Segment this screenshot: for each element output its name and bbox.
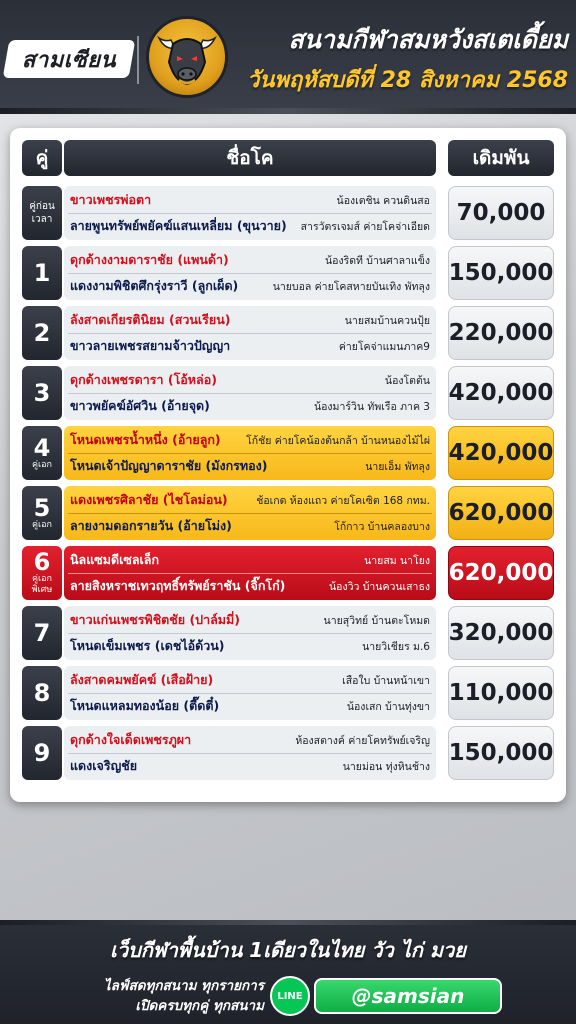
line-icon-label: LINE [277,990,303,1002]
bull-head-icon [146,16,228,98]
match-table [10,128,566,802]
names-cell [64,666,436,720]
owner-name-2: น้องวิว บ้านควนเสาธง [328,580,430,593]
owner-name-2: น้องเสก บ้านทุ่งขา [346,700,430,713]
table-row [10,366,566,420]
brand-separator [137,36,139,84]
contender-1 [64,187,436,213]
owner-name-2: สารวัตรเจมส์ ค่ายโคจ่าเอียด [300,220,430,233]
bull-name-2: โหนดเจ้าปัญญาดาราชัย (มังกรทอง) [70,458,268,473]
names-cell [64,306,436,360]
bull-name-1: โหนดเพชรน้ำหนึ่ง (อ้ายลูก) [70,432,221,447]
pair-number: 8 [33,679,51,707]
contender-2 [64,513,436,539]
owner-name-1: โก้ชัย ค่ายโคน้องต้นกล้า บ้านหนองไม้ไผ่ [246,434,430,447]
pair-sub-label: คู่เอกพิเศษ [31,574,53,595]
contender-1 [64,367,436,393]
table-row [10,186,566,240]
contender-2 [64,213,436,239]
contender-1 [64,607,436,633]
stake-amount: 420,000 [448,426,554,480]
names-cell [64,606,436,660]
stake-amount: 320,000 [448,606,554,660]
table-row [10,606,566,660]
names-cell [64,546,436,600]
pair-number: 6 [33,548,51,576]
pair-cell [22,186,62,240]
pair-cell [22,426,62,480]
pair-sub-label: คู่เอก [32,459,52,470]
owner-name-1: ห้องสตางค์ ค่ายโคทรัพย์เจริญ [295,734,430,747]
stake-amount: 420,000 [448,366,554,420]
pair-number: 4 [33,433,51,462]
names-cell [64,186,436,240]
contender-1 [64,487,436,513]
owner-name-2: นายบอล ค่ายโคสหายบันเทิง พัทลุง [272,280,430,293]
stake-amount: 110,000 [448,666,554,720]
owner-name-2: ค่ายโคจ่าแมนภาค9 [338,340,430,353]
table-row [10,426,566,480]
stake-amount: 150,000 [448,246,554,300]
stake-amount: 220,000 [448,306,554,360]
table-row [10,666,566,720]
contender-1 [64,667,436,693]
names-cell [64,486,436,540]
bull-name-2: ลายพูนทรัพย์พยัคฆ์แสนเหลี่ยม (ขุนวาย) [70,218,287,233]
owner-name-2: โก้กาว บ้านคลองบาง [334,520,430,533]
column-header-name: ชื่อโค [64,140,436,176]
pair-number: 9 [33,739,51,767]
names-cell [64,246,436,300]
bull-name-1: ขาวเพชรพ่อตา [70,192,152,207]
pair-cell [22,606,62,660]
bull-name-1: นิลแซมดีเซลเล็ก [70,552,160,567]
bull-name-2: โหนดเข็มเพชร (เดชไอ้ด้วน) [70,638,225,653]
pair-cell [22,726,62,780]
contender-1 [64,547,436,573]
contender-2 [64,453,436,479]
pair-cell [22,486,62,540]
table-row [10,246,566,300]
owner-name-2: นายเอ็ม พัทลุง [365,460,430,473]
bull-name-1: ลังสาดเกียรตินิยม (สวนเรียน) [70,312,231,327]
stadium-title: สนามกีฬาสมหวังสเตเดี้ยม [288,25,568,54]
bull-name-2: แดงงามพิชิตศึกรุ่งราวี (ลูกเผ็ด) [70,278,239,293]
bull-name-1: ขาวแก่นเพชรพิชิตชัย (ปาล์มมี่) [70,612,240,627]
pair-cell [22,306,62,360]
names-cell [64,366,436,420]
line-handle-button[interactable]: @samsian [314,978,502,1014]
footer-line-2: เปิดครบทุกคู่ ทุกสนาม [135,998,264,1014]
header [0,0,576,114]
bull-name-1: แดงเพชรศิลาชัย (ไชโลม่อน) [70,492,228,507]
contender-1 [64,247,436,273]
contender-2 [64,573,436,599]
bull-name-2: ขาวลายเพชรสยามจ้าวปัญญา [70,338,231,353]
bull-name-2: โหนดแหลมทองน้อย (ตี๊ดตี๋) [70,698,220,713]
names-cell [64,426,436,480]
pair-number: 2 [33,319,51,347]
contender-2 [64,753,436,779]
stake-amount: 150,000 [448,726,554,780]
column-header-pair: คู่ [22,140,62,176]
contender-2 [64,393,436,419]
contender-2 [64,333,436,359]
contender-2 [64,273,436,299]
contender-2 [64,633,436,659]
owner-name-2: นายวิเชียร ม.6 [362,640,430,653]
bull-name-2: แดงเจริญชัย [70,758,138,773]
owner-name-2: นายม่อน ทุ่งหินช้าง [342,760,430,773]
owner-name-1: นายสม นาโยง [364,554,430,567]
table-row [10,546,566,600]
table-row [10,486,566,540]
footer-tagline: เว็บกีฬาพื้นบ้าน 1เดียวในไทย วัว ไก่ มวย [110,938,466,962]
owner-name-1: นายสุวิทย์ บ้านตะโหมด [323,614,430,627]
bull-name-1: ดุกด้างงามดาราชัย (แพนด้า) [70,252,229,267]
owner-name-1: น้องเตชิน ควนดินสอ [336,194,430,207]
bull-name-1: ลังสาดคมพยัคฆ์ (เสือฝ้าย) [70,672,214,687]
names-cell [64,726,436,780]
brand-text: สามเซียน [21,47,117,73]
pair-cell [22,246,62,300]
contender-2 [64,693,436,719]
table-row [10,726,566,780]
bull-name-1: ดุกด้างใจเด็ดเพชรภูผา [70,732,192,747]
contender-1 [64,427,436,453]
footer-line-1: ไลฟ์สดทุกสนาม ทุกรายการ [103,978,264,994]
table-header [10,128,566,176]
contender-1 [64,307,436,333]
owner-name-1: เสือใบ บ้านหน้าเขา [342,674,430,687]
line-app-icon[interactable] [270,976,310,1016]
pair-cell [22,366,62,420]
owner-name-1: ช้อเกด ห้องแถว ค่ายโคเซิต 168 กทม. [256,494,430,507]
owner-name-1: น้องโตต้น [384,374,430,387]
table-row [10,306,566,360]
contender-1 [64,727,436,753]
pair-cell [22,546,62,600]
pair-cell [22,666,62,720]
pair-sub-label: คู่เอก [32,519,52,530]
column-header-odds: เดิมพัน [448,140,554,176]
pair-number: 5 [33,493,51,522]
owner-name-2: น้องมาร์วิน ทัพเรือ ภาค 3 [313,400,430,413]
owner-name-1: นายสมบ้านควนปุ้ย [344,314,430,327]
footer [0,920,576,1024]
stake-amount: 70,000 [448,186,554,240]
pair-number: 7 [33,619,51,647]
bull-name-2: ขาวพยัคฆ์อัศวิน (อ้ายจุด) [70,398,210,413]
pair-number: 1 [33,259,51,287]
stake-amount: 620,000 [448,486,554,540]
brand-logo [3,40,136,78]
bull-name-2: ลายงามดอกรายวัน (อ้ายโม่ง) [70,518,232,533]
bull-name-1: ดุกด้างเพชรดารา (โอ้หล่อ) [70,372,217,387]
event-date: วันพฤหัสบดีที่ 28 สิงหาคม 2568 [247,68,568,93]
owner-name-1: น้องริดที บ้านศาลาแข็ง [324,254,430,267]
bull-name-2: ลายสิงหราชเทวฤทธิ์ทรัพย์ราชัน (จิ๊กโก๋) [70,578,286,593]
pair-prefix-label: คู่ก่อนเวลา [29,201,55,225]
stake-amount: 620,000 [448,546,554,600]
pair-number: 3 [33,379,51,407]
